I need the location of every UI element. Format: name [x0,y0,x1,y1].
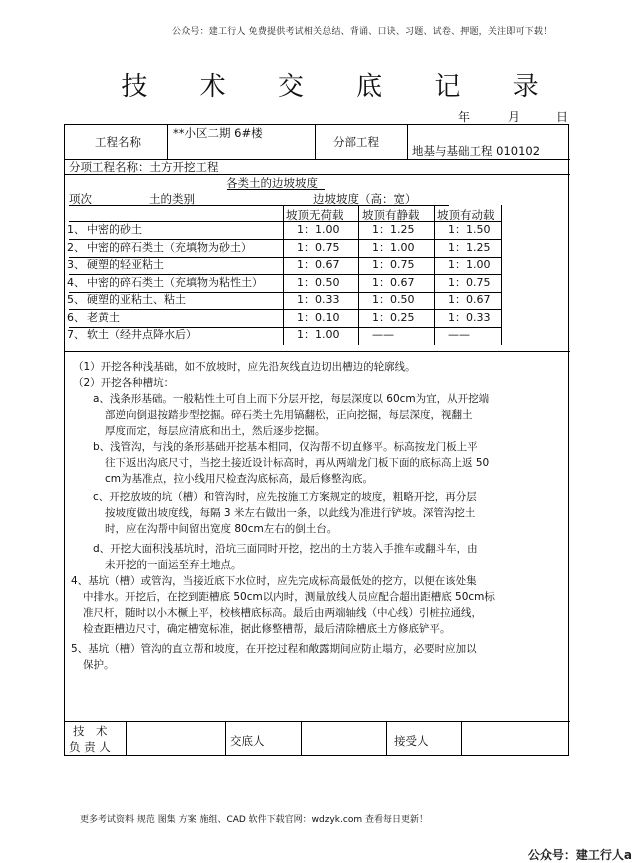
brand-label: 公众号：建工行人a [527,848,632,862]
slope-static: 1：0.25 [372,310,415,324]
body-line: 保护。 [83,659,115,671]
col-item: 项次 [69,192,92,206]
slope-static: 1：1.25 [372,223,415,236]
slope-dynamic: 1：0.33 [448,310,491,324]
tech-head-label-2: 负 责 人 [69,740,111,754]
body-line: 往下返出沟底尺寸，当挖土接近设计标高时，再从两端龙门板下面的底标高上返 50 [105,457,490,469]
date-day: 日 [556,110,569,124]
slope-dynamic: 1：1.50 [448,223,491,236]
row-number: 3、 [67,258,85,271]
col-static: 坡顶有静载 [362,208,420,222]
body-line: 4、基坑（槽）或管沟，当接近底下水位时，应先完成标高最低处的挖方，以便在该处集 [71,575,477,587]
slope-static: 1：0.75 [372,258,415,271]
slope-no-load: 1：0.67 [297,258,340,271]
body-line: c、开挖放坡的坑（槽）和管沟时，应先按施工方案规定的坡度，粗略开挖，再分层 [93,491,477,503]
slope-dynamic: —— [448,328,470,341]
slope-static: —— [372,328,394,341]
body-line: （2）开挖各种槽坑： [73,377,175,389]
subitem-name: 分项工程名称：土方开挖工程 [69,160,219,174]
row-number: 4、 [67,275,85,289]
body-line: （1）开挖各种浅基础，如不放坡时，应先沿灰线直边切出槽边的轮廓线。 [73,361,416,373]
soil-type: 中密的碎石类土（充填物为砂土） [87,240,252,254]
row-number: 1、 [67,223,85,236]
col-no-load: 坡顶无荷载 [286,208,344,222]
soil-type: 硬塑的轻亚粘土 [87,258,164,271]
body-line: 按坡度做出坡度线，每隔 3 米左右做出一条，以此线为准进行铲坡。深管沟挖土 [105,507,476,519]
soil-type: 软土（经井点降水后） [87,328,197,341]
row-number: 5、 [67,293,85,306]
project-value: **小区二期 6#楼 [173,126,263,140]
project-label: 工程名称 [95,135,141,149]
body-line: 检查距槽边尺寸，确定槽宽标准，据此修整槽帮，最后清除槽底土方修底铲平。 [83,623,451,635]
date-month: 月 [508,110,521,124]
soil-type: 中密的砂土 [87,223,142,236]
body-line: 5、基坑（槽）管沟的直立帮和坡度，在开挖过程和敞露期间应防止塌方，必要时应加以 [71,643,477,655]
tech-head-label-1: 技 术 [73,724,108,738]
soil-type: 硬塑的亚粘土、粘土 [87,293,186,306]
slope-no-load: 1：0.75 [297,240,340,254]
row-number: 7、 [67,328,85,341]
body-line: a、浅条形基础。一般粘性土可自上而下分层开挖，每层深度以 60cm为宜，从开挖端 [93,393,490,405]
col-dynamic: 坡顶有动载 [437,208,495,222]
col-slope: 边坡坡度（高：宽） [313,192,417,206]
handover-label: 交底人 [230,734,265,748]
footer-note: 更多考试资料 规范 图集 方案 施组、CAD 软件下载官网：wdzyk.com 查看每日更新！ [80,815,428,825]
date-year: 年 [458,110,471,124]
slope-static: 1：0.67 [372,275,415,289]
page-title: 技 术 交 底 记 录 [121,72,561,102]
slope-no-load: 1：0.10 [297,310,340,324]
body-line: cm为基准点，拉小线用尺检查沟底标高，最后修整沟底。 [105,473,374,485]
record-form [64,124,569,756]
slope-dynamic: 1：1.00 [448,258,491,271]
body-line: b、浅管沟，与浅的条形基础开挖基本相同，仅沟帮不切直修平。标高按龙门板上平 [93,441,478,453]
soil-type: 老黄土 [87,310,120,324]
body-line: 厚度而定，每层应清底和出土，然后逐步挖掘。 [105,425,326,437]
body-line: d、开挖大面积浅基坑时，沿坑三面同时开挖，挖出的土方装入手推车或翻斗车，由 [93,543,478,555]
slope-table-caption: 各类土的边坡坡度 [226,176,318,190]
body-line: 准尺杆，随时以小木橛上平，校核槽底标高。最后由两端轴线（中心线）引桩拉通线， [83,607,482,619]
col-soil: 土的类别 [149,192,195,206]
slope-static: 1：0.50 [372,293,415,306]
slope-no-load: 1：1.00 [297,223,340,236]
body-line: 部逆向倒退按踏步型挖掘。碎石类土先用镐翻松，正向挖掘，每层深度，视翻土 [105,409,473,421]
slope-static: 1：1.00 [372,240,415,254]
slope-dynamic: 1：1.25 [448,240,491,254]
body-line: 时，应在沟帮中间留出宽度 80cm左右的倒土台。 [105,523,338,535]
slope-no-load: 1：0.33 [297,293,340,306]
row-number: 6、 [67,310,85,324]
body-line: 未开挖的一面运至弃土地点。 [105,559,242,571]
division-value: 地基与基础工程 010102 [412,144,541,158]
body-line: 中排水。开挖后，在挖到距槽底 50cm以内时，测量放线人员应配合超出距槽底 50cm标 [83,591,495,603]
slope-dynamic: 1：0.67 [448,293,491,306]
slope-dynamic: 1：0.75 [448,275,491,289]
soil-type: 中密的碎石类土（充填物为粘性土） [87,275,263,289]
slope-no-load: 1：1.00 [297,328,340,341]
slope-no-load: 1：0.50 [297,275,340,289]
row-number: 2、 [67,240,85,254]
division-label: 分部工程 [333,135,379,149]
header-note: 公众号：建工行人 免费提供考试相关总结、背诵、口诀、习题、试卷、押题，关注即可下载！ [172,27,553,37]
receiver-label: 接受人 [394,734,429,748]
